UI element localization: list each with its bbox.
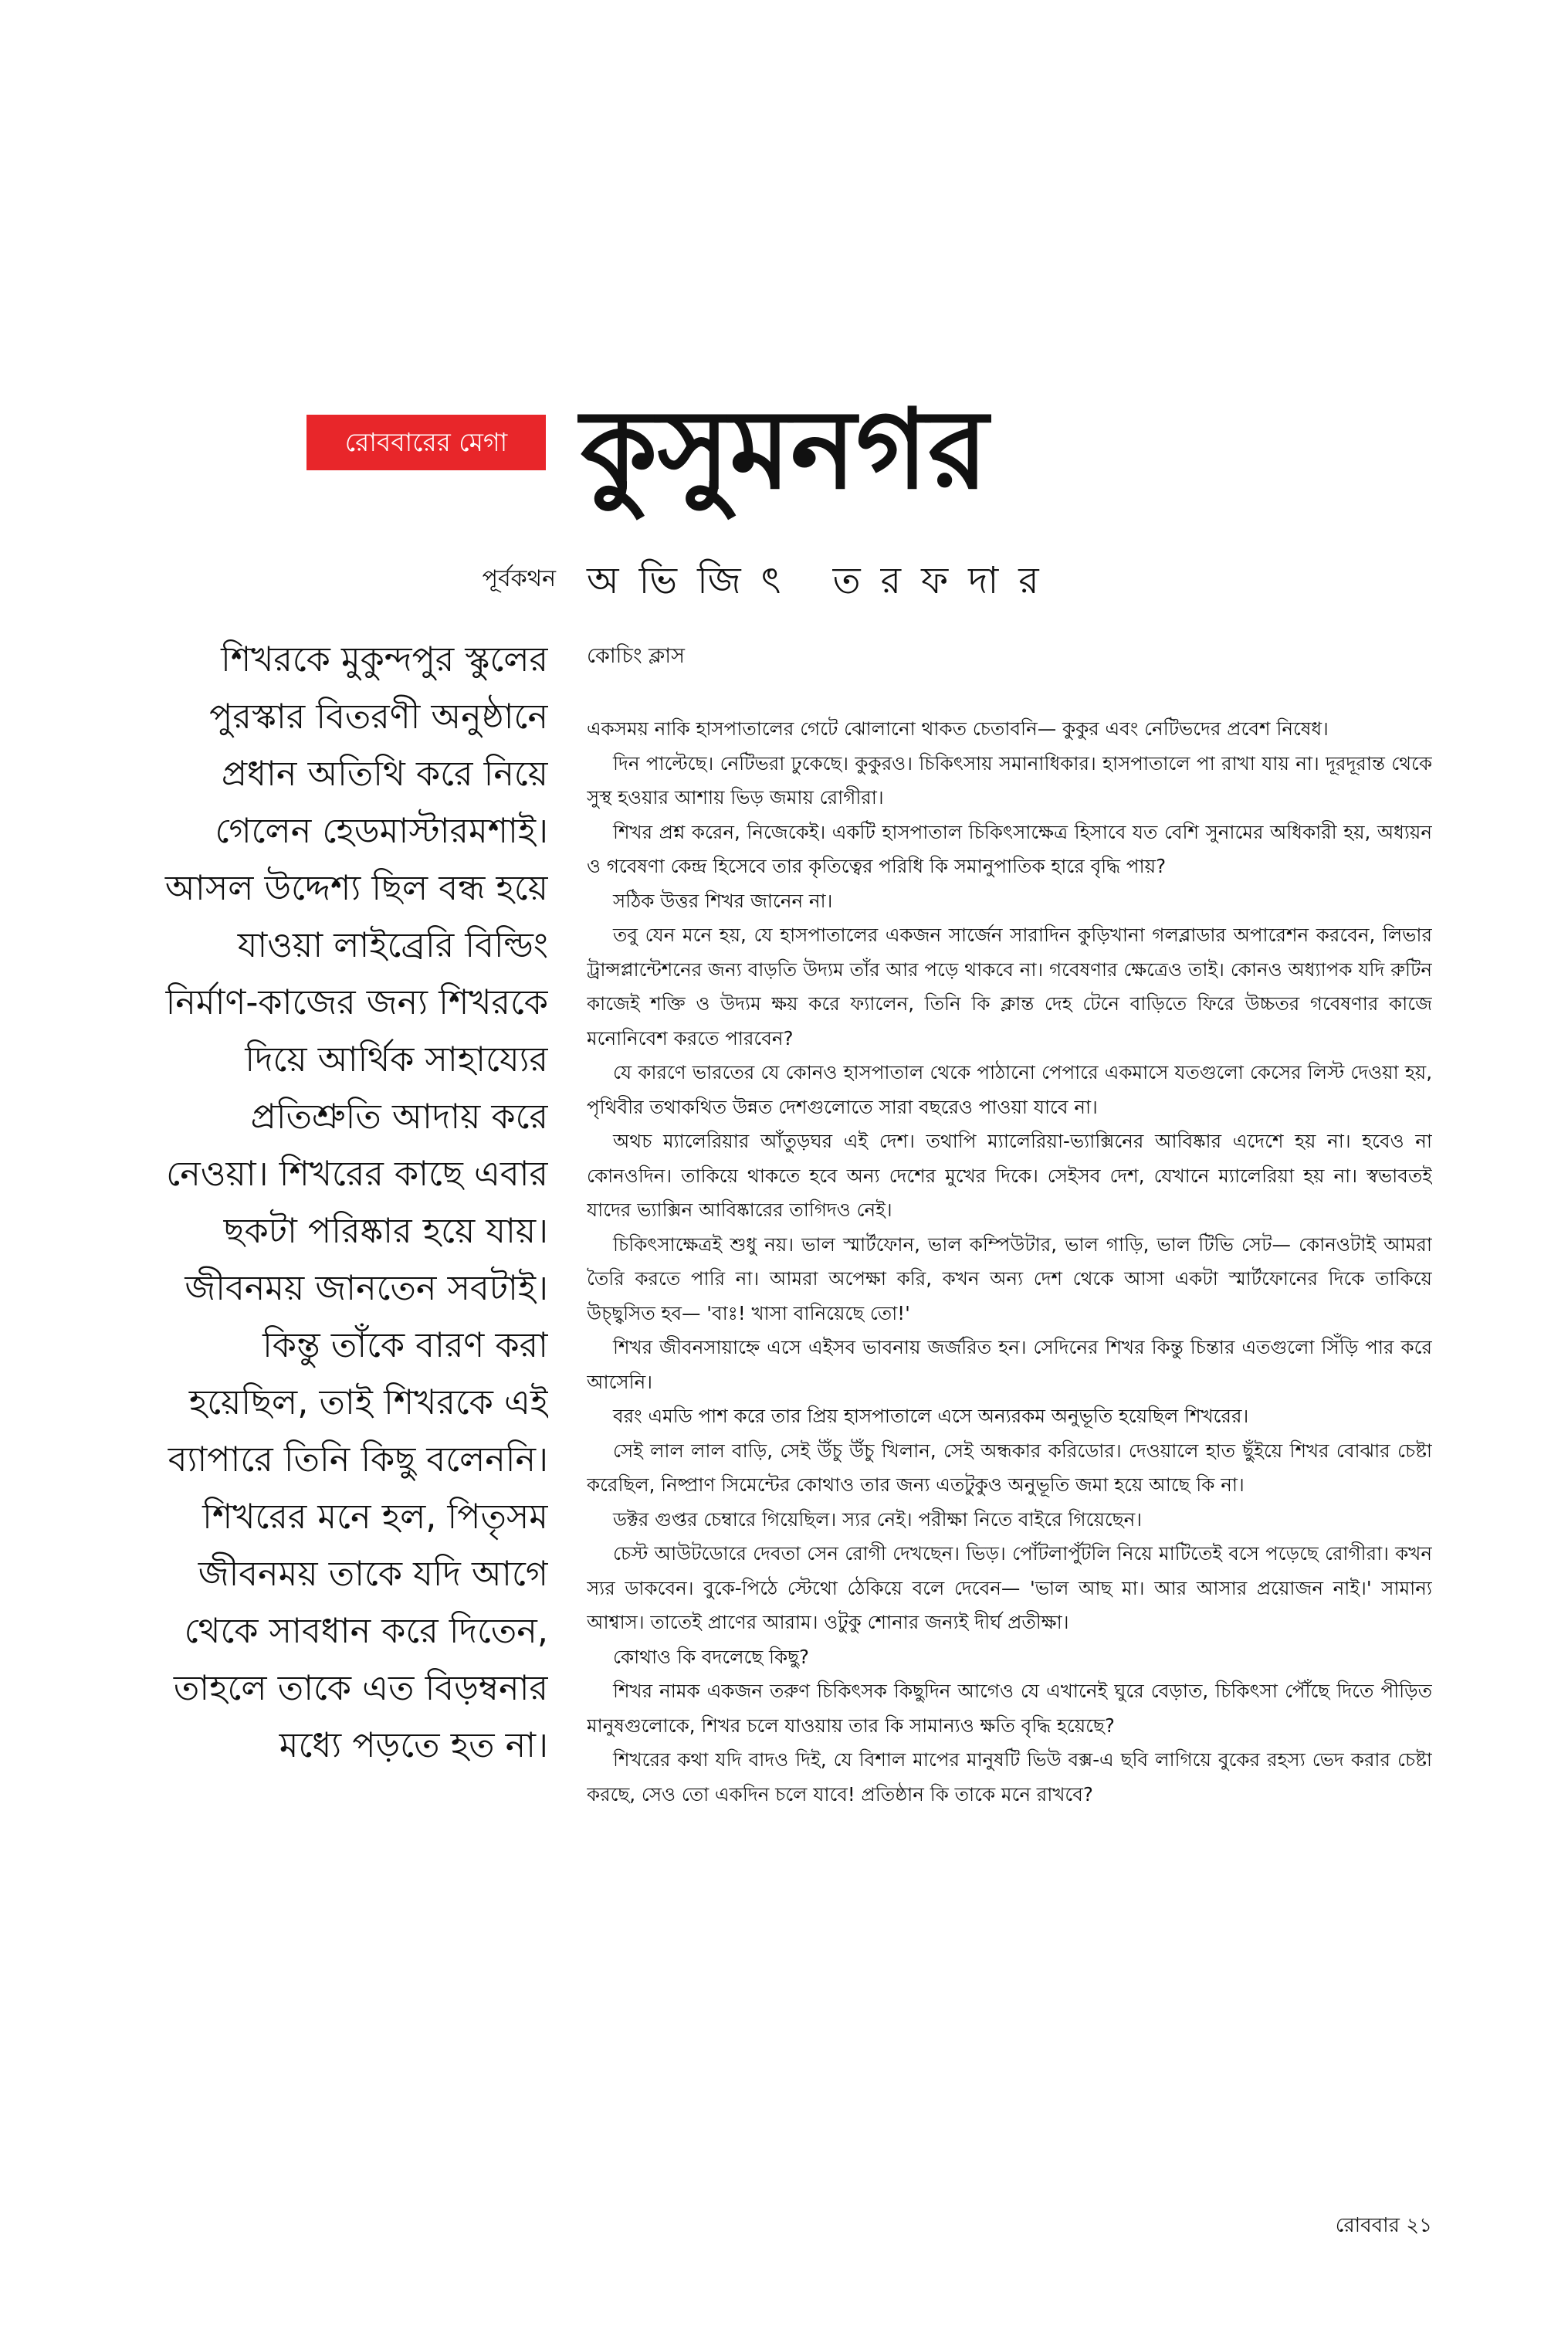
body-paragraph: শিখরের কথা যদি বাদও দিই, যে বিশাল মাপের মানুষটি ভিউ বক্স-এ ছবি লাগিয়ে বুকের রহস্য ভেদ করার চেষ্টা করছে, সেও তো একদিন চলে যাবে! প্রতিষ্ঠান কি তাকে মনে রাখবে? — [587, 1748, 1432, 1806]
section-label: পূর্বকথন — [482, 565, 556, 592]
body-paragraph: বরং এমডি পাশ করে তার প্রিয় হাসপাতালে এসে অন্যরকম অনুভূতি হয়েছিল শিখরের। — [613, 1405, 1249, 1427]
body-paragraph: তবু যেন মনে হয়, যে হাসপাতালের একজন সার্জেন সারাদিন কুড়িখানা গলব্লাডার অপারেশন করবেন, লিভার ট্রান্সপ্লান্টেশনের জন্য বাড়তি উদ্যম তাঁর আর পড়ে থাকবে না। গবেষণার ক্ষেত্রেও তাই। কোনও অধ্যাপক যদি রুটিন কাজেই শক্তি ও উদ্যম ক্ষয় করে ফ্যালেন, তিনি কি ক্লান্ত দেহ টেনে বাড়িতে ফিরে উচ্চতর গবেষণার কাজে মনোনিবেশ করতে পারবেন? — [587, 924, 1432, 1049]
body-paragraph: দিন পাল্টেছে। নেটিভরা ঢুকেছে। কুকুরও। চিকিৎসায় সমানাধিকার। হাসপাতালে পা রাখা যায় না। দূরদূরান্ত থেকে সুস্থ হওয়ার আশায় ভিড় জমায় রোগীরা। — [587, 751, 1432, 809]
body-paragraph: শিখর জীবনসায়াহ্নে এসে এইসব ভাবনায় জর্জরিত হন। সেদিনের শিখর কিন্তু চিন্তার এতগুলো সিঁড়ি পার করে আসেনি। — [587, 1336, 1432, 1393]
synopsis-text: শিখরকে মুকুন্দপুর স্কুলের পুরস্কার বিতরণী অনুষ্ঠানে প্রধান অতিথি করে নিয়ে গেলেন হেডমাস্টারমশাই। আসল উদ্দেশ্য ছিল বন্ধ হয়ে যাওয়া লাইব্রেরি বিল্ডিং নির্মাণ-কাজের জন্য শিখরকে দিয়ে আর্থিক সাহায্যের প্রতিশ্রুতি আদায় করে নেওয়া। শিখরের কাছে এবার ছকটা পরিষ্কার হয়ে যায়। জীবনময় জানতেন সবটাই। কিন্তু তাঁকে বারণ করা হয়েছিল, তাই শিখরকে এই ব্যাপারে তিনি কিছু বলেননি। শিখরের মনে হল, পিতৃসম জীবনময় তাকে যদি আগে থেকে সাবধান করে দিতেন, তাহলে তাকে এত বিড়ম্বনার মধ্যে পড়তে হত না। — [164, 640, 548, 1765]
body-paragraph: ডক্টর গুপ্তর চেম্বারে গিয়েছিল। স্যর নেই। পরীক্ষা নিতে বাইরে গিয়েছেন। — [613, 1507, 1142, 1531]
body-paragraph: সঠিক উত্তর শিখর জানেন না। — [613, 889, 833, 912]
body-paragraph: কোথাও কি বদলেছে কিছু? — [613, 1645, 810, 1668]
body-paragraph: চিকিৎসাক্ষেত্রই শুধু নয়। ভাল স্মার্টফোন, ভাল কম্পিউটার, ভাল গাড়ি, ভাল টিভি সেট— কোনওটাই আমরা তৈরি করতে পারি না। আমরা অপেক্ষা করি, কখন অন্য দেশ থেকে আসা একটা স্মার্টফোনের দিকে তাকিয়ে উচ্ছ্বসিত হব— 'বাঃ! খাসা বানিয়েছে তো!' — [587, 1233, 1432, 1324]
body-paragraph: শিখর প্রশ্ন করেন, নিজেকেই। একটি হাসপাতাল চিকিৎসাক্ষেত্র হিসাবে যত বেশি সুনামের অধিকারী হয়, অধ্যয়ন ও গবেষণা কেন্দ্র হিসেবে তার কৃতিত্বের পরিধি কি সমানুপাতিক হারে বৃদ্ধি পায়? — [587, 820, 1432, 877]
author-byline: অভিজিৎ তরফদার — [587, 559, 1059, 602]
story-subhead: কোচিং ক্লাস — [587, 644, 685, 668]
page-folio: রোববার ২১ — [1335, 2214, 1432, 2237]
body-paragraph: যে কারণে ভারতের যে কোনও হাসপাতাল থেকে পাঠানো পেপারে একমাসে যতগুলো কেসের লিস্ট দেওয়া হয়, পৃথিবীর তথাকথিত উন্নত দেশগুলোতে সারা বছরেও পাওয়া যাবে না। — [587, 1061, 1432, 1118]
body-paragraph: সেই লাল লাল বাড়ি, সেই উঁচু উঁচু খিলান, সেই অন্ধকার করিডোর। দেওয়ালে হাত ছুঁইয়ে শিখর বোঝার চেষ্টা করেছিল, নিষ্প্রাণ সিমেন্টের কোথাও তার জন্য এতটুকুও অনুভূতি জমা হয়ে আছে কি না। — [587, 1439, 1432, 1496]
series-badge: রোববারের মেগা — [306, 415, 546, 470]
body-paragraph: একসময় নাকি হাসপাতালের গেটে ঝোলানো থাকত চেতাবনি— কুকুর এবং নেটিভদের প্রবেশ নিষেধ। — [587, 717, 1329, 740]
body-paragraph: চেস্ট আউটডোরে দেবতা সেন রোগী দেখছেন। ভিড়। পোঁটলাপুঁটলি নিয়ে মাটিতেই বসে পড়েছে রোগীরা। কখন স্যর ডাকবেন। বুকে-পিঠে স্টেথো ঠেকিয়ে বলে দেবেন— 'ভাল আছ মা। আর আসার প্রয়োজন নাই।' সামান্য আশ্বাস। তাতেই প্রাণের আরাম। ওটুকু শোনার জন্যই দীর্ঘ প্রতীক্ষা। — [587, 1542, 1432, 1633]
body-paragraph: শিখর নামক একজন তরুণ চিকিৎসক কিছুদিন আগেও যে এখানেই ঘুরে বেড়াত, চিকিৎসা পৌঁছে দিতে পীড়িত মানুষগুলোকে, শিখর চলে যাওয়ায় তার কি সামান্যও ক্ষতি বৃদ্ধি হয়েছে? — [587, 1680, 1432, 1737]
story-title: কুসুমনগর — [581, 386, 988, 514]
story-body — [587, 639, 1432, 2176]
body-paragraph: অথচ ম্যালেরিয়ার আঁতুড়ঘর এই দেশ। তথাপি ম্যালেরিয়া-ভ্যাক্সিনের আবিষ্কার এদেশে হয় না। হবেও না কোনওদিন। তাকিয়ে থাকতে হবে অন্য দেশের মুখের দিকে। সেইসব দেশ, যেখানে ম্যালেরিয়া হয় না। স্বভাবতই যাদের ভ্যাক্সিন আবিষ্কারের তাগিদও নেই। — [587, 1130, 1432, 1221]
